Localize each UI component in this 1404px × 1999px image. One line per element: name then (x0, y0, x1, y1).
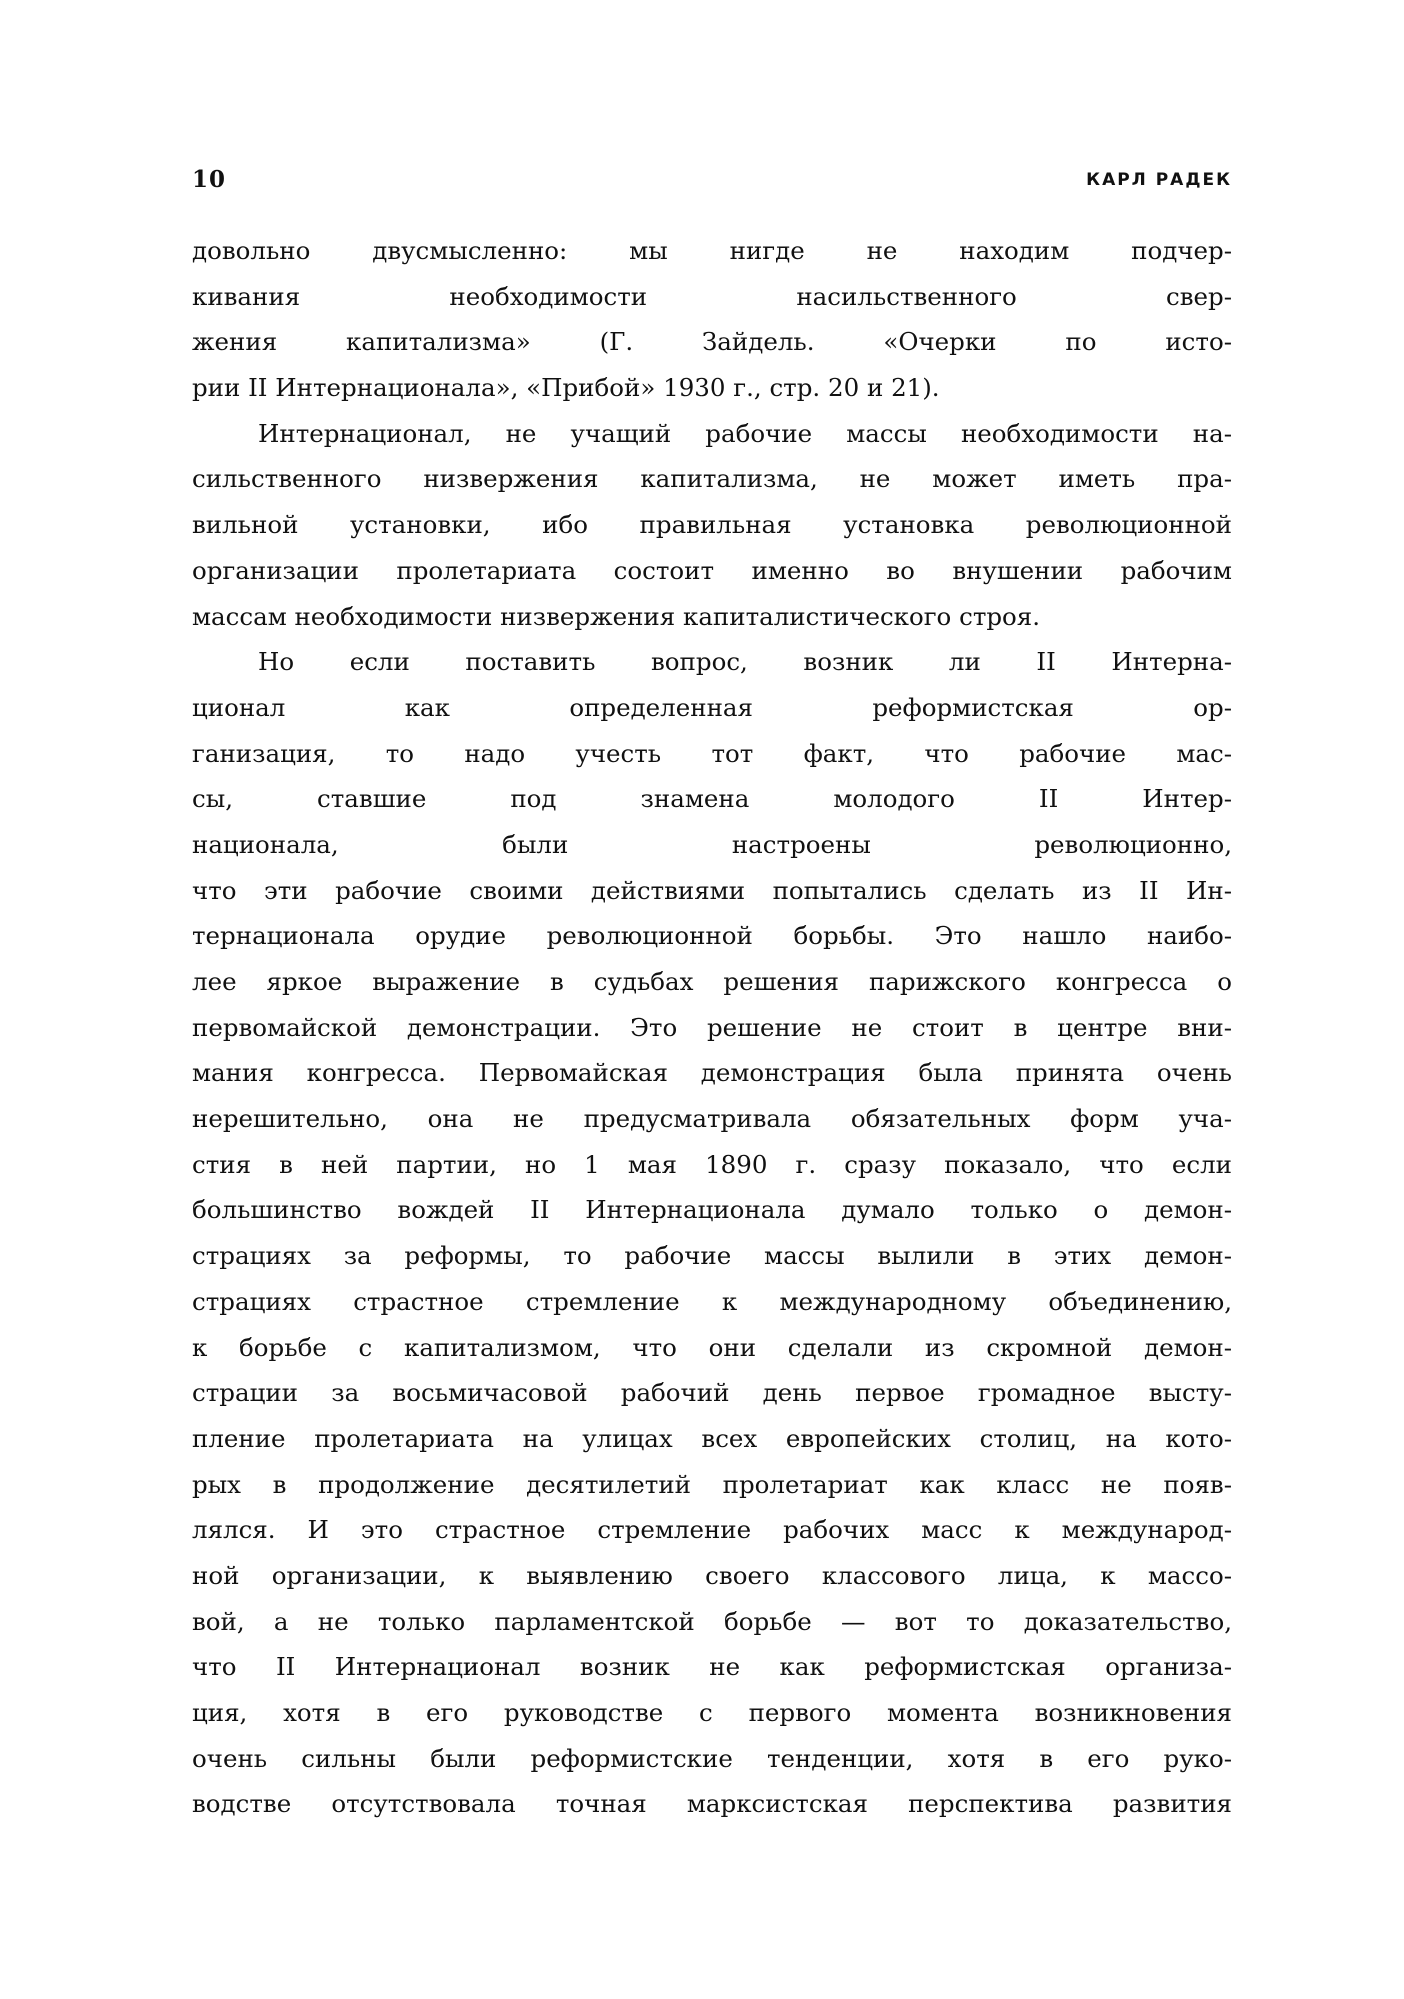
text-line: лялся. И это страстное стремление рабочих масс к международ- (192, 1515, 1232, 1545)
text-line: ционал как определенная реформистская ор- (192, 692, 1232, 722)
text-line: нерешительно, она не предусматривала обязательных форм уча- (192, 1104, 1232, 1134)
text-line: лее яркое выражение в судьбах решения парижского конгресса о (192, 967, 1232, 996)
page-header (192, 166, 1232, 206)
text-line: пление пролетариата на улицах всех европейских столиц, на кото- (192, 1423, 1232, 1453)
running-head: КАРЛ РАДЕК (1086, 170, 1232, 190)
text-line: страции за восьмичасовой рабочий день первое громадное высту- (192, 1378, 1232, 1408)
text-line: сы, ставшие под знамена молодого II Интер- (192, 784, 1232, 814)
text-line: мания конгресса. Первомайская демонстрация была принята очень (192, 1058, 1232, 1088)
text-line: первомайской демонстрации. Это решение не стоит в центре вни- (192, 1012, 1232, 1042)
paragraph-3 (192, 639, 1232, 1827)
text-line: ганизация, то надо учесть тот факт, что рабочие мас- (192, 738, 1232, 768)
text-line: Но если поставить вопрос, возник ли II Интерна- (258, 647, 1232, 677)
text-line: кивания необходимости насильственного свер- (192, 281, 1232, 311)
text-line: рых в продолжение десятилетий пролетариат как класс не появ- (192, 1469, 1232, 1499)
page-body (192, 228, 1232, 1827)
text-line: к борьбе с капитализмом, что они сделали из скромной демон- (192, 1332, 1232, 1362)
text-line: водстве отсутствовала точная марксистская перспектива развития (192, 1789, 1232, 1819)
text-line: организации пролетариата состоит именно во внушении рабочим (192, 555, 1232, 585)
page-number: 10 (192, 166, 227, 193)
text-line: тернационала орудие революционной борьбы. Это нашло наибо- (192, 921, 1232, 951)
text-line: довольно двусмысленно: мы нигде не находим подчер- (192, 236, 1232, 265)
text-line: что эти рабочие своими действиями попытались сделать из II Ин- (192, 875, 1232, 905)
text-line: что II Интернационал возник не как реформистская организа- (192, 1652, 1232, 1682)
paragraph-1 (192, 228, 1232, 411)
text-line: ной организации, к выявлению своего классового лица, к массо- (192, 1560, 1232, 1590)
text-line: жения капитализма» (Г. Зайдель. «Очерки по исто- (192, 327, 1232, 357)
text-line: рии II Интернационала», «Прибой» 1930 г., стр. 20 и 21). (192, 373, 940, 403)
paragraph-2 (192, 411, 1232, 639)
text-line: страциях страстное стремление к международному объединению, (192, 1286, 1232, 1316)
text-line: страциях за реформы, то рабочие массы вылили в этих демон- (192, 1241, 1232, 1271)
text-line: сильственного низвержения капитализма, не может иметь пра- (192, 464, 1232, 494)
text-line: ция, хотя в его руководстве с первого момента возникновения (192, 1698, 1232, 1727)
text-line: большинство вождей II Интернационала думало только о демон- (192, 1195, 1232, 1225)
text-line: очень сильны были реформистские тенденции, хотя в его руко- (192, 1743, 1232, 1773)
text-line: Интернационал, не учащий рабочие массы необходимости на- (258, 418, 1232, 448)
text-line: стия в ней партии, но 1 мая 1890 г. сразу показало, что если (192, 1149, 1232, 1179)
text-line: вой, а не только парламентской борьбе — вот то доказательство, (192, 1606, 1232, 1636)
text-line: национала, были настроены революционно, (192, 829, 1232, 859)
text-line: массам необходимости низвержения капиталистического строя. (192, 601, 1041, 631)
text-line: вильной установки, ибо правильная установка революционной (192, 510, 1232, 540)
